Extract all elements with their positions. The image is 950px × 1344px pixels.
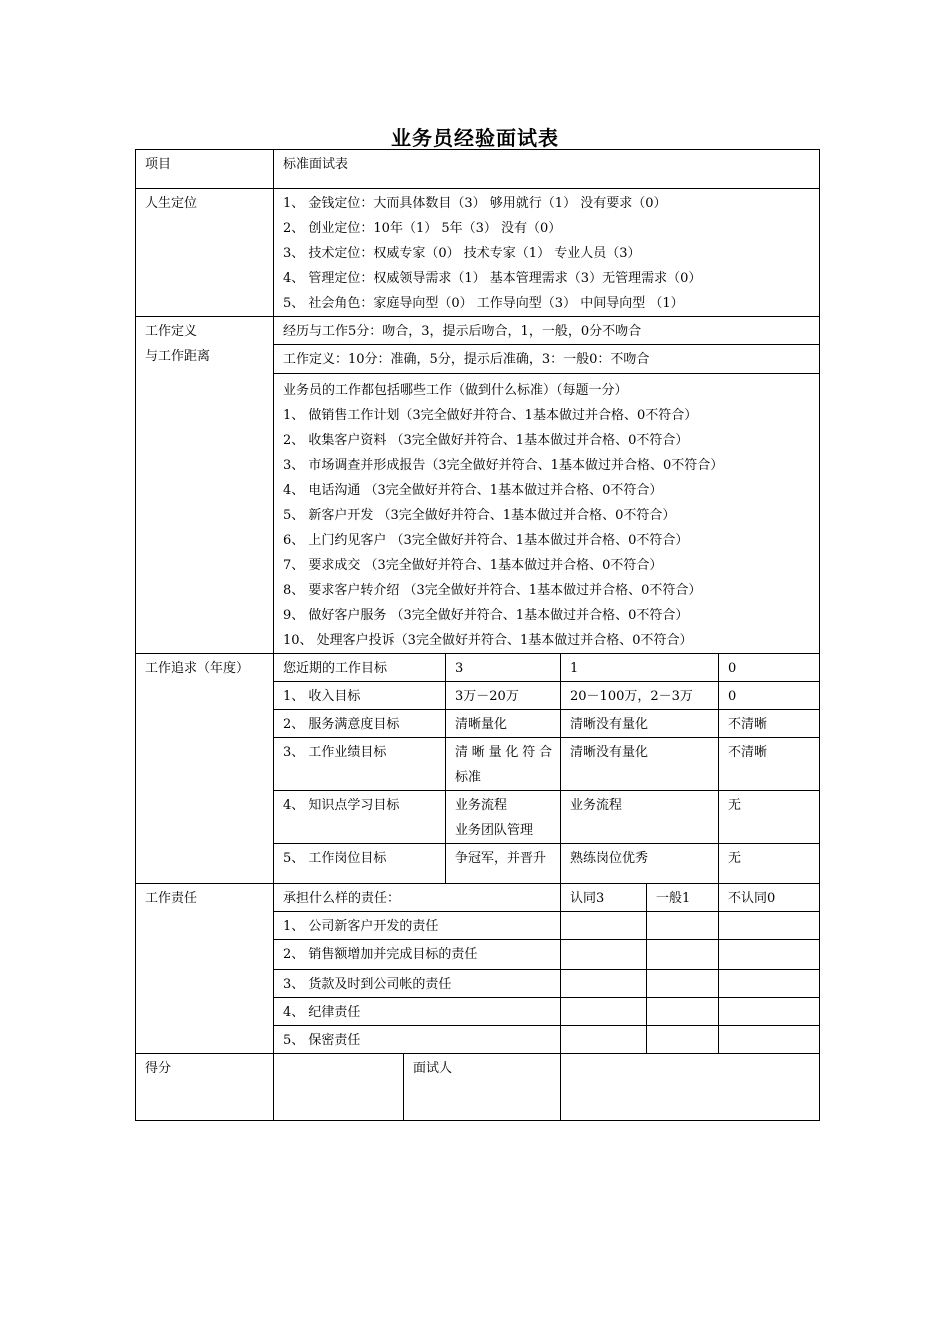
pursuit-row-item: 4、 知识点学习目标 [274,791,446,844]
score-label: 得分 [136,1054,274,1121]
life-line: 4、 管理定位：权威领导需求（1） 基本管理需求（3）无管理需求（0） [283,271,702,286]
workdef-list-item: 1、 做销售工作计划（3完全做好并符合、1基本做过并合格、0不符合） [283,408,698,423]
pursuit-row-c3: 无 [719,791,820,844]
pursuit-row-c2: 业务流程 [561,791,719,844]
workdef-list-item: 9、 做好客户服务 （3完全做好并符合、1基本做过并合格、0不符合） [283,608,689,623]
pursuit-header-item: 您近期的工作目标 [274,654,446,682]
pursuit-row-c3: 不清晰 [719,738,820,791]
pursuit-row-c3: 无 [719,844,820,884]
duty-header-item: 承担什么样的责任： [274,884,561,912]
duty-cell [561,940,647,970]
duty-cell [647,970,719,998]
workdef-list-item: 2、 收集客户资料 （3完全做好并符合、1基本做过并合格、0不符合） [283,433,689,448]
pursuit-row-c1 [446,791,561,844]
workdef-list-item: 3、 市场调查并形成报告（3完全做好并符合、1基本做过并合格、0不符合） [283,458,724,473]
workdef-list-item: 10、 处理客户投诉（3完全做好并符合、1基本做过并合格、0不符合） [283,633,693,648]
workdef-label [136,317,274,654]
duty-cell [647,998,719,1026]
duty-cell [719,970,820,998]
workdef-list [274,374,820,654]
duty-cell [719,940,820,970]
duty-row-item: 3、 货款及时到公司帐的责任 [274,970,561,998]
workdef-label-line2: 与工作距离 [145,349,211,364]
duty-cell [561,970,647,998]
header-item-value: 标准面试表 [274,150,820,189]
life-label: 人生定位 [136,189,274,317]
interviewer-label: 面试人 [404,1054,561,1121]
pursuit-row-c2: 清晰没有量化 [561,738,719,791]
duty-cell [561,912,647,940]
interviewer-value-field[interactable] [561,1054,820,1121]
duty-cell [647,1026,719,1054]
duty-cell [647,940,719,970]
life-content [274,189,820,317]
duty-header-agree: 认同3 [561,884,647,912]
pursuit-row-c1-line1: 清晰量化符合 [455,745,552,760]
duty-label: 工作责任 [136,884,274,1054]
pursuit-row-c1: 清晰量化 [446,710,561,738]
page-title: 业务员经验面试表 [391,126,559,150]
pursuit-header-score0: 0 [719,654,820,682]
workdef-list-item: 4、 电话沟通 （3完全做好并符合、1基本做过并合格、0不符合） [283,483,663,498]
pursuit-header-score3: 3 [446,654,561,682]
pursuit-row-c1: 3万－20万 [446,682,561,710]
header-item-label: 项目 [136,150,274,189]
workdef-row2: 工作定义：10分：准确，5分，提示后准确，3：一般0：不吻合 [274,345,820,374]
duty-cell [561,998,647,1026]
pursuit-label: 工作追求（年度） [136,654,274,884]
pursuit-row-c2: 清晰没有量化 [561,710,719,738]
duty-cell [561,1026,647,1054]
pursuit-row-c2: 熟练岗位优秀 [561,844,719,884]
workdef-label-line1: 工作定义 [145,324,198,339]
workdef-list-item: 6、 上门约见客户 （3完全做好并符合、1基本做过并合格、0不符合） [283,533,689,548]
duty-header-neutral: 一般1 [647,884,719,912]
pursuit-row-item: 1、 收入目标 [274,682,446,710]
duty-row-item: 5、 保密责任 [274,1026,561,1054]
workdef-list-item: 业务员的工作都包括哪些工作（做到什么标准）（每题一分） [283,383,628,398]
duty-row-item: 2、 销售额增加并完成目标的责任 [274,940,561,970]
duty-header-disagree: 不认同0 [719,884,820,912]
interview-table [135,149,820,1121]
pursuit-row-c1: 争冠军，并晋升 [446,844,561,884]
life-line: 3、 技术定位：权威专家（0） 技术专家（1） 专业人员（3） [283,246,641,261]
pursuit-row-c3: 0 [719,682,820,710]
pursuit-row-c2: 20－100万，2－3万 [561,682,719,710]
workdef-row1: 经历与工作5分：吻合，3，提示后吻合，1，一般，0分不吻合 [274,317,820,345]
duty-cell [719,1026,820,1054]
duty-cell [719,912,820,940]
pursuit-row-c1 [446,738,561,791]
pursuit-row-item: 2、 服务满意度目标 [274,710,446,738]
pursuit-row-c3: 不清晰 [719,710,820,738]
duty-row-item: 1、 公司新客户开发的责任 [274,912,561,940]
pursuit-row-item: 3、 工作业绩目标 [274,738,446,791]
life-line: 2、 创业定位：10年（1） 5年（3） 没有（0） [283,221,562,236]
pursuit-row-item: 5、 工作岗位目标 [274,844,446,884]
workdef-list-item: 5、 新客户开发 （3完全做好并符合、1基本做过并合格、0不符合） [283,508,676,523]
life-line: 1、 金钱定位：大而具体数目（3） 够用就行（1） 没有要求（0） [283,196,667,211]
life-line: 5、 社会角色：家庭导向型（0） 工作导向型（3） 中间导向型 （1） [283,296,684,311]
pursuit-row-c1-line2: 业务团队管理 [455,823,534,838]
workdef-list-item: 7、 要求成交 （3完全做好并符合、1基本做过并合格、0不符合） [283,558,663,573]
duty-cell [647,912,719,940]
pursuit-header-score1: 1 [561,654,719,682]
workdef-list-item: 8、 要求客户转介绍 （3完全做好并符合、1基本做过并合格、0不符合） [283,583,702,598]
pursuit-row-c1-line1: 业务流程 [455,798,508,813]
duty-row-item: 4、 纪律责任 [274,998,561,1026]
pursuit-row-c1-line2: 标准 [455,770,482,785]
duty-cell [719,998,820,1026]
score-value-field[interactable] [274,1054,404,1121]
